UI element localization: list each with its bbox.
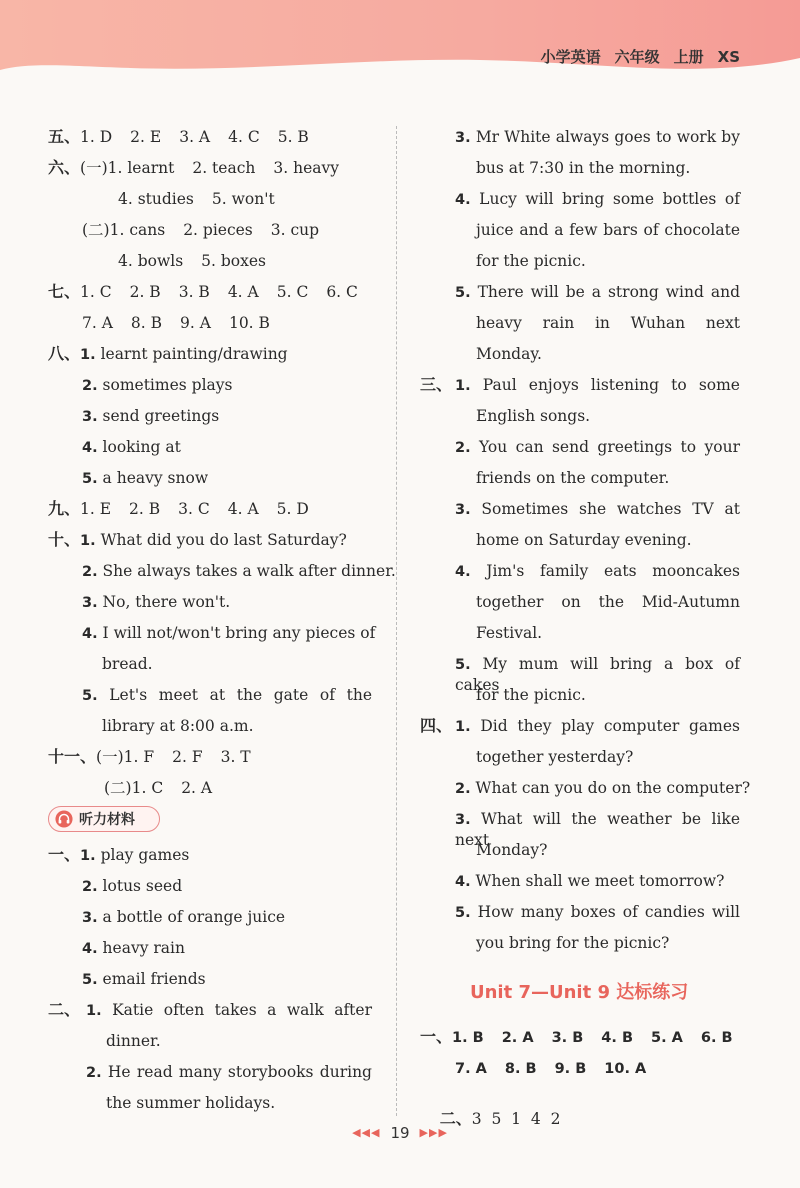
- section-label: 五、: [48, 127, 81, 146]
- item-number: 4.: [82, 440, 98, 456]
- answer: 7. A: [455, 1061, 487, 1077]
- answer: When shall we meet tomorrow?: [475, 872, 725, 890]
- left-arrows-icon: ◀◀◀: [352, 1126, 381, 1139]
- section-8-item4: [82, 437, 181, 458]
- item-number: 4.: [455, 874, 471, 890]
- section-4-item3-cont: [476, 840, 547, 860]
- listening-2-item2: [86, 1062, 372, 1083]
- answer: 3. A: [179, 128, 211, 146]
- answer: I will not/won't bring any pieces of: [102, 624, 376, 642]
- listening-1-item1: [48, 845, 189, 866]
- answer: 3. heavy: [273, 159, 340, 177]
- answer: Festival.: [476, 624, 543, 642]
- item-number: 1.: [455, 378, 471, 394]
- answer: 1. D: [80, 128, 113, 146]
- answer: 2. A: [181, 779, 213, 797]
- answer: 1. C: [80, 283, 112, 301]
- answer: 6. C: [326, 283, 358, 301]
- unit-section-1-row1: [420, 1027, 751, 1048]
- answer: 3. cup: [270, 221, 320, 239]
- section-11-row2: [104, 778, 230, 798]
- section-6-row1: [48, 158, 357, 178]
- section-7-row1: [48, 282, 376, 302]
- answer: Monday.: [476, 345, 542, 363]
- listening-1-item3: [82, 907, 285, 928]
- item-number: 1.: [80, 347, 96, 363]
- answer: for the picnic.: [476, 686, 586, 704]
- section-label: 七、: [48, 282, 81, 301]
- section-10-item2: [82, 561, 396, 582]
- answer: sometimes plays: [102, 376, 233, 394]
- right-item4: [455, 189, 740, 210]
- item-number: 1.: [80, 533, 96, 549]
- headphones-icon: [55, 810, 73, 828]
- section-3-item4-cont2: [476, 623, 542, 643]
- answer: 1. E: [80, 500, 112, 518]
- answer: Lucy will bring some bottles of: [479, 190, 740, 208]
- answer: 3. B: [178, 283, 210, 301]
- item-number: 5.: [82, 471, 98, 487]
- right-arrows-icon: ▶▶▶: [419, 1126, 448, 1139]
- item-number: 4.: [82, 626, 98, 642]
- section-7-row2: [82, 313, 288, 333]
- section-4-item1: [455, 716, 740, 737]
- answer: 4. A: [227, 500, 259, 518]
- section-8-item5: [82, 468, 208, 489]
- item-number: 1.: [80, 848, 96, 864]
- item-number: 3.: [82, 910, 98, 926]
- section-4-item5: [455, 902, 740, 923]
- section-label: 一、: [420, 1027, 453, 1046]
- section-3-label: [420, 375, 452, 395]
- section-label: 十、: [48, 530, 81, 549]
- answer: 8. B: [504, 1061, 537, 1077]
- item-number: 5.: [455, 905, 471, 921]
- unit-section-1-row2: [455, 1058, 664, 1079]
- item-number: 2.: [455, 781, 471, 797]
- part-label: (二): [82, 221, 110, 239]
- answer: She always takes a walk after dinner.: [102, 562, 396, 580]
- right-item5-cont2: [476, 344, 542, 364]
- section-label: 二、: [48, 1000, 81, 1019]
- right-item5: [455, 282, 740, 303]
- section-4-label: [420, 716, 452, 736]
- right-item4-cont: [476, 220, 740, 240]
- section-10-item5: [82, 685, 372, 706]
- answer: together yesterday?: [476, 748, 634, 766]
- item-number: 3.: [455, 130, 471, 146]
- answer: 1. B: [452, 1030, 484, 1046]
- answer: 1. F: [123, 748, 155, 766]
- item-number: 2.: [82, 378, 98, 394]
- answer: 3. C: [178, 500, 210, 518]
- section-8-item3: [82, 406, 219, 427]
- listening-label: 听力材料: [79, 812, 135, 828]
- section-4-item2: [455, 778, 750, 799]
- listening-1-item5: [82, 969, 206, 990]
- answer: You can send greetings to your: [479, 438, 740, 456]
- section-8-item1: [48, 344, 288, 365]
- section-4-item5-cont: [476, 933, 669, 953]
- listening-2-sec: [48, 1000, 80, 1020]
- answer: lotus seed: [102, 877, 183, 895]
- item-number: 1.: [455, 719, 471, 735]
- answer: 2. E: [130, 128, 162, 146]
- item-number: 4.: [455, 564, 471, 580]
- page-number: 19: [390, 1124, 410, 1142]
- part-label: (一): [96, 748, 124, 766]
- answer: 9. A: [180, 314, 211, 332]
- answer: My mum will bring a box of cakes: [455, 655, 740, 694]
- answer: for the picnic.: [476, 252, 586, 270]
- answer: Jim's family eats mooncakes: [486, 562, 740, 580]
- section-3-item4-cont: [476, 592, 740, 612]
- section-3-item1: [455, 375, 740, 396]
- unit-section-title: Unit 7—Unit 9 达标练习: [470, 982, 689, 1003]
- right-item3-cont: [476, 158, 690, 178]
- part-label: (二): [104, 779, 132, 797]
- answer: a heavy snow: [102, 469, 209, 487]
- answer: He read many storybooks during: [107, 1063, 372, 1081]
- answer: 4. bowls: [118, 252, 184, 270]
- answer: home on Saturday evening.: [476, 531, 692, 549]
- answer: What can you do on the computer?: [475, 779, 751, 797]
- answer: 6. B: [700, 1030, 733, 1046]
- section-3-item3: [455, 499, 740, 520]
- page-footer: [0, 1124, 800, 1142]
- section-11-row1: [48, 747, 269, 767]
- header-edition: XS: [717, 48, 740, 66]
- answer: play games: [100, 846, 190, 864]
- answer: 1. C: [131, 779, 164, 797]
- item-number: 3.: [82, 409, 98, 425]
- item-number: 4.: [455, 192, 471, 208]
- answer: 2. teach: [192, 159, 256, 177]
- section-label: 八、: [48, 344, 81, 363]
- answer: 5. D: [276, 500, 309, 518]
- section-label: 三、: [420, 375, 453, 394]
- answer-sequence: 3 5 1 4 2: [471, 1110, 561, 1128]
- section-6-row4: [118, 251, 284, 271]
- answer: library at 8:00 a.m.: [102, 717, 254, 735]
- section-6-row2: [118, 189, 293, 209]
- section-label: 九、: [48, 499, 81, 518]
- answer: 4. B: [601, 1030, 633, 1046]
- answer: bread.: [102, 655, 153, 673]
- answer: email friends: [102, 970, 206, 988]
- header-band: [0, 0, 800, 80]
- answer: 5. A: [651, 1030, 683, 1046]
- item-number: 3.: [455, 502, 471, 518]
- answer: 3. B: [551, 1030, 584, 1046]
- answer: heavy rain: [102, 939, 185, 957]
- answer: 5. boxes: [201, 252, 266, 270]
- answer: 3. T: [220, 748, 251, 766]
- answer: 10. B: [228, 314, 270, 332]
- answer: Katie often takes a walk after: [112, 1001, 372, 1019]
- answer: 5. won't: [211, 190, 275, 208]
- answer: No, there won't.: [102, 593, 231, 611]
- answer: 8. B: [130, 314, 163, 332]
- item-number: 5.: [82, 972, 98, 988]
- answer: 1. learnt: [107, 159, 175, 177]
- right-item3: [455, 127, 740, 148]
- item-number: 4.: [82, 941, 98, 957]
- section-6-row3: [82, 220, 337, 240]
- section-label: 六、: [48, 158, 81, 177]
- section-3-item2: [455, 437, 740, 458]
- item-number: 5.: [82, 688, 98, 704]
- section-3-item3-cont: [476, 530, 692, 550]
- section-3-item5-cont: [476, 685, 586, 705]
- section-label: 一、: [48, 845, 81, 864]
- answer: 4. C: [228, 128, 260, 146]
- answer: 1. cans: [109, 221, 166, 239]
- answer: you bring for the picnic?: [476, 934, 670, 952]
- listening-2-item1: [86, 1000, 372, 1021]
- answer: 10. A: [604, 1061, 647, 1077]
- answer: 2. B: [129, 500, 161, 518]
- section-5: [48, 127, 327, 147]
- answer: 5. B: [277, 128, 309, 146]
- item-number: 2.: [86, 1065, 102, 1081]
- section-3-item2-cont: [476, 468, 669, 488]
- item-number: 2.: [455, 440, 471, 456]
- section-8-item2: [82, 375, 232, 396]
- section-4-item4: [455, 871, 724, 892]
- section-label: 四、: [420, 716, 453, 735]
- item-number: 3.: [82, 595, 98, 611]
- answer: Monday?: [476, 841, 548, 859]
- answer: bus at 7:30 in the morning.: [476, 159, 691, 177]
- header-subject: 小学英语: [540, 48, 601, 66]
- section-10-item1: [48, 530, 347, 551]
- answer: looking at: [102, 438, 181, 456]
- section-4-item1-cont: [476, 747, 633, 767]
- listening-2-item1-cont: [106, 1031, 161, 1051]
- answer: friends on the computer.: [476, 469, 670, 487]
- listening-1-item4: [82, 938, 185, 959]
- section-10-item5-cont: [102, 716, 254, 736]
- item-number: 3.: [455, 812, 471, 828]
- item-number: 2.: [82, 564, 98, 580]
- column-divider: [396, 126, 397, 1116]
- answer: 4. studies: [118, 190, 194, 208]
- section-10-item4: [82, 623, 375, 644]
- header-volume: 上册: [673, 48, 704, 66]
- answer: What will the weather be like next: [455, 810, 740, 849]
- right-item4-cont2: [476, 251, 586, 271]
- answer: dinner.: [106, 1032, 161, 1050]
- answer: send greetings: [102, 407, 220, 425]
- section-10-item3: [82, 592, 230, 613]
- answer: Let's meet at the gate of the: [109, 686, 372, 704]
- section-3-item4: [455, 561, 740, 582]
- listening-1-item2: [82, 876, 182, 897]
- listening-2-item2-cont: [106, 1093, 275, 1113]
- answer: 2. B: [129, 283, 161, 301]
- answer: together on the Mid-Autumn: [476, 593, 740, 611]
- answer: heavy rain in Wuhan next: [476, 314, 740, 332]
- answer: 2. pieces: [183, 221, 253, 239]
- section-label: 二、: [439, 1109, 472, 1128]
- answer: What did you do last Saturday?: [100, 531, 347, 549]
- answer: English songs.: [476, 407, 591, 425]
- item-number: 1.: [86, 1003, 102, 1019]
- part-label: (一): [80, 159, 108, 177]
- answer: 2. A: [501, 1030, 534, 1046]
- item-number: 5.: [455, 285, 471, 301]
- item-number: 5.: [455, 657, 471, 673]
- answer: the summer holidays.: [106, 1094, 276, 1112]
- header-title: [527, 46, 740, 67]
- item-number: 2.: [82, 879, 98, 895]
- answer: juice and a few bars of chocolate: [476, 221, 740, 239]
- right-item5-cont: [476, 313, 740, 333]
- answer: 9. B: [554, 1061, 587, 1077]
- answer: 2. F: [172, 748, 203, 766]
- answer: How many boxes of candies will: [477, 903, 740, 921]
- answer: 5. C: [276, 283, 309, 301]
- answer: 4. A: [227, 283, 259, 301]
- section-10-item4-cont: [102, 654, 153, 674]
- answer: There will be a strong wind and: [477, 283, 740, 301]
- section-3-item1-cont: [476, 406, 590, 426]
- section-9: [48, 499, 327, 519]
- header-grade: 六年级: [614, 48, 660, 66]
- answer: learnt painting/drawing: [100, 345, 288, 363]
- answer: Did they play computer games: [480, 717, 740, 735]
- answer: a bottle of orange juice: [102, 908, 286, 926]
- answer: Paul enjoys listening to some: [482, 376, 740, 394]
- answer: Mr White always goes to work by: [475, 128, 740, 146]
- listening-materials-badge: [48, 806, 160, 832]
- section-label: 十一、: [48, 747, 97, 766]
- answer: Sometimes she watches TV at: [481, 500, 740, 518]
- answer: 7. A: [82, 314, 113, 332]
